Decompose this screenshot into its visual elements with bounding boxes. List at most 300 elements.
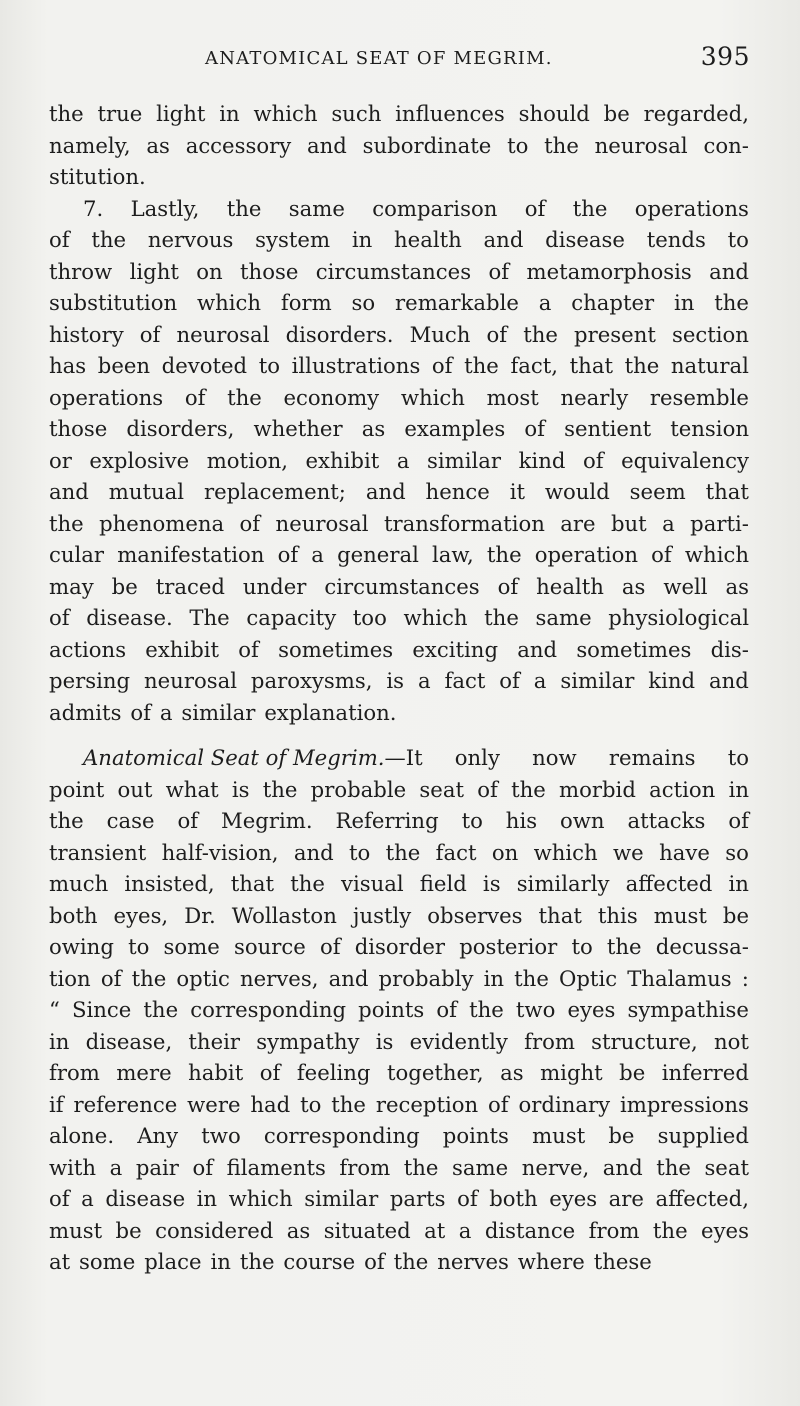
- word: a: [81, 1186, 94, 1211]
- word: the: [227, 384, 262, 410]
- word: probable: [310, 776, 407, 802]
- word: the: [514, 965, 549, 991]
- word: and: [602, 1154, 643, 1180]
- word: points: [358, 997, 425, 1022]
- word: some: [163, 934, 220, 959]
- word: as: [286, 1217, 311, 1243]
- word: eyes: [567, 997, 616, 1022]
- word: disease: [545, 227, 625, 252]
- word: as: [146, 132, 170, 158]
- word: if: [49, 1091, 64, 1117]
- word: of: [524, 416, 545, 441]
- word: a: [533, 668, 547, 693]
- word: might: [540, 1060, 603, 1085]
- word: corresponding: [263, 1123, 420, 1148]
- word: similarly: [516, 871, 610, 896]
- word: case: [106, 808, 155, 833]
- word: Megrim.: [221, 808, 313, 833]
- word: of: [497, 573, 519, 599]
- word: from: [588, 1217, 640, 1243]
- word: is: [482, 871, 501, 896]
- word: fact: [435, 839, 477, 865]
- word: which: [253, 101, 318, 126]
- word: be: [115, 1217, 142, 1243]
- word: devoted: [161, 353, 248, 378]
- word: nerve,: [521, 1154, 590, 1180]
- word: health: [536, 573, 604, 599]
- text-line: [49, 1246, 749, 1278]
- word: influences: [395, 101, 505, 126]
- word: to: [727, 227, 749, 252]
- word: the: [486, 542, 522, 567]
- word: too: [352, 605, 387, 630]
- word: Much: [409, 321, 471, 347]
- word: sympathise: [627, 997, 749, 1022]
- word: cular: [49, 542, 105, 567]
- word: disease.: [86, 605, 173, 630]
- word: of: [436, 997, 457, 1022]
- word: considered: [155, 1217, 274, 1243]
- word: con-: [703, 132, 749, 158]
- text-line: [49, 130, 749, 162]
- word: the: [656, 1154, 691, 1180]
- word: operations: [49, 384, 164, 410]
- word: structure,: [591, 1028, 698, 1054]
- word: Wollaston: [231, 902, 337, 928]
- word: kind: [518, 447, 566, 473]
- word: points: [442, 1123, 509, 1148]
- word: disorder: [354, 934, 446, 959]
- text-line: [49, 193, 749, 225]
- word: of: [477, 776, 498, 802]
- word: from: [339, 1154, 391, 1180]
- word: motion,: [206, 447, 288, 473]
- paragraph: [49, 98, 749, 193]
- word: so: [725, 839, 749, 865]
- word: whether: [253, 416, 343, 441]
- word: were: [187, 1091, 241, 1117]
- word: eyes: [549, 1186, 598, 1211]
- word: must: [49, 1217, 103, 1243]
- word: evidently: [409, 1028, 508, 1054]
- word: a: [538, 290, 552, 315]
- word: paroxysms,: [250, 668, 373, 693]
- word: light: [156, 101, 206, 126]
- word: and: [307, 132, 347, 158]
- word: fact: [444, 668, 486, 693]
- text-line: [49, 413, 749, 445]
- word: remains: [608, 745, 696, 770]
- text-line: [49, 602, 749, 634]
- text-line: [49, 1183, 749, 1215]
- word: nerves: [437, 1249, 509, 1274]
- word: had: [250, 1091, 291, 1117]
- word: operations: [634, 195, 749, 221]
- text-line: [49, 382, 749, 414]
- word: kind: [648, 668, 696, 693]
- text-line: [49, 994, 749, 1026]
- word: pair: [135, 1154, 179, 1180]
- word: sometimes: [278, 636, 394, 662]
- text-line: [49, 634, 749, 666]
- word: throw: [49, 258, 113, 284]
- text-line: [49, 1215, 749, 1247]
- word: of: [184, 384, 206, 410]
- word: the: [331, 1091, 366, 1117]
- word: half-vision,: [161, 839, 279, 865]
- word: Since: [71, 997, 132, 1022]
- paragraph: [49, 193, 749, 729]
- word: Any: [137, 1123, 179, 1148]
- word: tion: [49, 965, 91, 991]
- word: explanation.: [264, 699, 397, 725]
- word: a: [109, 1154, 123, 1180]
- word: which: [400, 384, 465, 410]
- word: eyes,: [113, 902, 169, 928]
- word: and: [293, 839, 334, 865]
- word: neurosal: [594, 132, 688, 158]
- word: economy: [283, 384, 380, 410]
- word: must: [532, 1123, 586, 1148]
- text-line: [49, 805, 749, 837]
- word: the: [403, 1154, 439, 1180]
- word: well: [663, 573, 708, 599]
- word: both: [489, 1186, 538, 1211]
- word: a: [662, 510, 675, 536]
- text-line: [49, 224, 749, 256]
- word: insisted,: [124, 871, 215, 896]
- word: of: [259, 1060, 281, 1085]
- word: this: [597, 902, 638, 928]
- word: the: [239, 1249, 275, 1274]
- text-line: [49, 931, 749, 963]
- word: mutual: [108, 479, 185, 504]
- word: the: [226, 195, 262, 221]
- word: those: [240, 258, 299, 284]
- text-line: [49, 837, 749, 869]
- word: in: [219, 101, 240, 126]
- word: to: [571, 934, 593, 959]
- word: a: [396, 447, 410, 473]
- word: is: [231, 776, 250, 802]
- word: of: [582, 447, 604, 473]
- word: at: [49, 1249, 71, 1274]
- word: actions: [49, 636, 127, 662]
- word: to: [349, 839, 371, 865]
- word: present: [574, 321, 656, 347]
- word: a: [311, 542, 324, 567]
- word: accessory: [185, 132, 292, 158]
- section-heading: Anatomical Seat of Megrim.: [83, 745, 385, 770]
- word: history: [49, 321, 124, 347]
- word: equivalency: [621, 447, 749, 473]
- word: the: [131, 965, 167, 991]
- word: neurosal: [275, 510, 369, 536]
- word: we: [613, 839, 644, 865]
- text-line: [49, 868, 749, 900]
- text-line: [49, 445, 749, 477]
- word: exhibit: [305, 447, 380, 473]
- word: in: [351, 227, 373, 252]
- word: has: [49, 353, 87, 378]
- word: which: [684, 542, 749, 567]
- word: sentient: [564, 416, 652, 441]
- word: be: [608, 1123, 635, 1148]
- word: of: [239, 510, 261, 536]
- word: subordinate: [362, 132, 492, 158]
- word: be: [603, 101, 630, 126]
- word: must: [653, 902, 707, 928]
- word: admits: [49, 699, 122, 725]
- word: true: [97, 101, 143, 126]
- word: which: [228, 1186, 293, 1211]
- word: physiological: [608, 605, 749, 630]
- word: the: [572, 195, 608, 221]
- word: 7.: [83, 195, 104, 221]
- text-line: [49, 571, 749, 603]
- word: be: [619, 1060, 646, 1085]
- word: law,: [432, 542, 474, 567]
- text-line: [49, 1026, 749, 1058]
- word: some: [79, 1249, 136, 1274]
- word: be: [111, 573, 138, 599]
- word: affected: [625, 871, 713, 896]
- word: point: [49, 776, 105, 802]
- word: parti-: [690, 510, 749, 536]
- word: ordinary: [518, 1091, 611, 1117]
- word: chapter: [571, 290, 655, 315]
- word: not: [713, 1028, 749, 1054]
- word: and: [517, 636, 558, 662]
- word: observes: [427, 902, 523, 928]
- word: the: [511, 776, 546, 802]
- text-line: [49, 319, 749, 351]
- word: of: [319, 934, 341, 959]
- word: that: [230, 871, 275, 896]
- text-line: [49, 98, 749, 130]
- word: form: [280, 290, 332, 315]
- word: replacement;: [203, 479, 346, 504]
- word: the: [652, 1217, 688, 1243]
- word: of: [728, 808, 749, 833]
- word: course: [283, 1249, 356, 1274]
- word: visual: [341, 871, 404, 896]
- word: on: [196, 258, 223, 284]
- text-line: [49, 963, 749, 995]
- word: would: [544, 479, 610, 504]
- word: fact,: [510, 353, 559, 378]
- word: of: [364, 1249, 385, 1274]
- word: in: [49, 1028, 70, 1054]
- word: health: [394, 227, 462, 252]
- text-line: [49, 161, 749, 193]
- word: affected,: [655, 1186, 749, 1211]
- word: in: [483, 965, 505, 991]
- word: that: [569, 353, 613, 378]
- word: much: [49, 871, 109, 896]
- word: which: [196, 290, 262, 315]
- word: place: [144, 1249, 202, 1274]
- word: be: [722, 902, 749, 928]
- word: but: [610, 510, 647, 536]
- word: morbid: [559, 776, 636, 802]
- word: posterior: [459, 934, 558, 959]
- word: habit: [188, 1060, 244, 1085]
- word: similar: [181, 699, 256, 725]
- word: in: [196, 1186, 218, 1211]
- text-line: [49, 1057, 749, 1089]
- word: of: [488, 1091, 509, 1117]
- word: the: [469, 997, 504, 1022]
- word: the: [385, 839, 421, 865]
- word: feeling: [296, 1060, 371, 1085]
- page-header: [205, 42, 750, 76]
- word: nervous: [147, 227, 234, 252]
- word: is: [386, 668, 405, 693]
- word: of: [130, 699, 151, 725]
- running-title: ANATOMICAL SEAT OF MEGRIM.: [205, 48, 553, 69]
- word: of: [49, 1186, 70, 1211]
- text-line: [49, 774, 749, 806]
- word: two: [515, 997, 556, 1022]
- word: as: [500, 1060, 524, 1085]
- word: traced: [155, 573, 225, 599]
- word: similar: [304, 1186, 379, 1211]
- word: inferred: [661, 1060, 749, 1085]
- word: two: [201, 1123, 241, 1148]
- text-line: [49, 697, 749, 729]
- word: as: [725, 573, 749, 599]
- word: in: [673, 290, 695, 315]
- word: the: [91, 227, 127, 252]
- word: disease,: [85, 1028, 173, 1054]
- word: the: [290, 871, 325, 896]
- word: transformation: [383, 510, 545, 536]
- word: or: [49, 447, 72, 473]
- word: reception: [375, 1091, 479, 1117]
- word: field: [419, 871, 467, 896]
- word: of: [486, 321, 508, 347]
- word: only: [454, 745, 500, 770]
- word: own: [560, 808, 605, 833]
- word: with: [49, 1154, 97, 1180]
- paragraph: [49, 742, 749, 1278]
- text-line: [49, 900, 749, 932]
- word: attacks: [627, 808, 706, 833]
- word: Optic: [559, 965, 618, 991]
- word: a: [458, 1217, 472, 1243]
- word: in: [210, 1249, 231, 1274]
- word: in: [728, 871, 749, 896]
- word: to: [727, 745, 749, 770]
- body-text: [49, 98, 749, 1278]
- word: situated: [323, 1217, 411, 1243]
- word: illustrations: [291, 353, 421, 378]
- word: and: [709, 258, 749, 284]
- word: to: [258, 353, 281, 378]
- word: corresponding: [190, 997, 347, 1022]
- word: capacity: [246, 605, 337, 630]
- word: same: [288, 195, 345, 221]
- word: and: [365, 479, 406, 504]
- word: “: [49, 997, 60, 1022]
- word: the: [49, 808, 84, 833]
- word: of: [238, 636, 259, 662]
- word: resemble: [649, 384, 749, 410]
- word: and: [709, 668, 749, 693]
- word: and: [328, 965, 369, 991]
- word: metamorphosis: [526, 258, 692, 284]
- word: of: [49, 227, 70, 252]
- word: transient: [49, 839, 147, 865]
- word: operation: [534, 542, 639, 567]
- word: decussa-: [655, 934, 749, 959]
- word: parts: [389, 1186, 446, 1211]
- word: that: [705, 479, 749, 504]
- word: to: [507, 132, 529, 158]
- word: under: [242, 573, 307, 599]
- word: tension: [670, 416, 749, 441]
- text-line: [49, 1089, 749, 1121]
- word: of: [100, 965, 122, 991]
- word: and: [483, 227, 524, 252]
- word: of: [277, 542, 299, 567]
- word: namely,: [49, 132, 131, 158]
- word: the: [262, 776, 298, 802]
- word: which: [403, 605, 468, 630]
- word: to: [300, 1091, 322, 1117]
- word: seat: [419, 776, 464, 802]
- word: disease: [105, 1186, 186, 1211]
- word: their: [188, 1028, 241, 1054]
- word: so: [351, 290, 376, 315]
- word: in: [728, 776, 749, 802]
- word: of: [139, 321, 161, 347]
- word: sympathy: [256, 1028, 360, 1054]
- word: the: [544, 132, 579, 158]
- word: supplied: [657, 1123, 749, 1148]
- word: have: [659, 839, 710, 865]
- word: of: [457, 1186, 478, 1211]
- word: of: [192, 1154, 214, 1180]
- word: probably: [378, 965, 474, 991]
- word: such: [331, 101, 382, 126]
- word: from: [49, 1060, 100, 1085]
- word: a: [159, 699, 173, 725]
- word: regarded,: [643, 101, 749, 126]
- text-line: [49, 665, 749, 697]
- word: substitution: [49, 290, 178, 315]
- word: of: [49, 605, 70, 630]
- word: may: [49, 573, 94, 599]
- page-number: 395: [700, 42, 750, 71]
- word: the: [624, 353, 660, 378]
- text-line: [49, 1152, 749, 1184]
- text-line: [49, 1120, 749, 1152]
- word: of: [488, 258, 510, 284]
- word: of: [431, 353, 453, 378]
- word: manifestation: [117, 542, 265, 567]
- word: owing: [49, 934, 114, 959]
- word: are: [608, 1186, 644, 1211]
- word: exhibit: [145, 636, 220, 662]
- word: should: [518, 101, 590, 126]
- word: exciting: [412, 636, 499, 662]
- word: Referring: [335, 808, 439, 833]
- word: those: [49, 416, 108, 441]
- word: which: [533, 839, 598, 865]
- word: been: [97, 353, 151, 378]
